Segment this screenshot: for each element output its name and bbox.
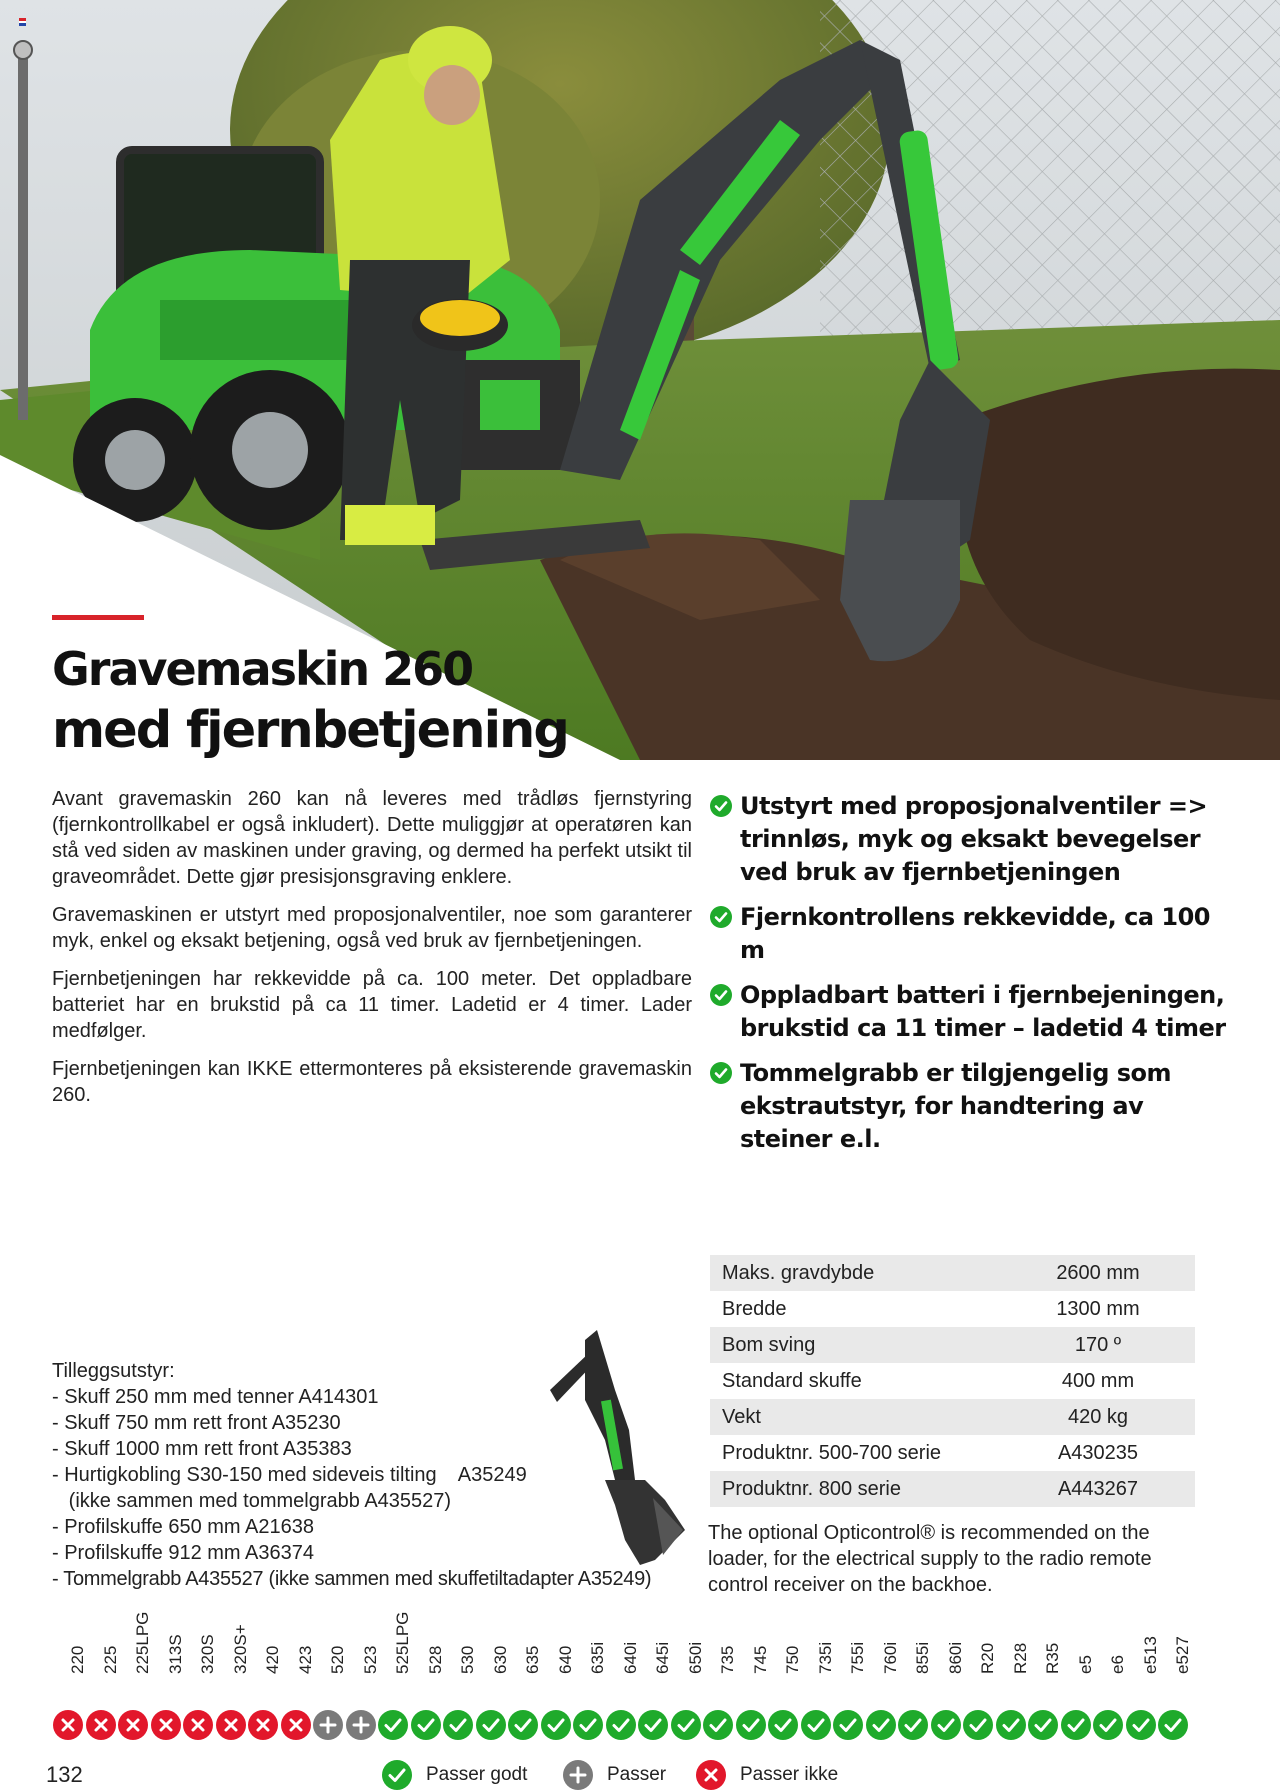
x-circle-icon xyxy=(151,1710,181,1740)
fit-mark-good xyxy=(768,1710,798,1745)
model-column xyxy=(312,1620,347,1730)
model-label: 760i xyxy=(880,1641,900,1674)
feature-text: Oppladbart batteri i fjernbejeningen, brukstid ca 11 timer – ladetid 4 timer xyxy=(740,981,1226,1042)
fit-mark-no xyxy=(216,1710,246,1745)
fit-mark-no xyxy=(248,1710,278,1745)
check-circle-icon xyxy=(671,1710,701,1740)
check-circle-icon xyxy=(573,1710,603,1740)
check-circle-icon xyxy=(411,1710,441,1740)
model-column xyxy=(540,1620,575,1730)
check-circle-icon xyxy=(1061,1710,1091,1740)
table-row xyxy=(710,1327,1195,1363)
accessory-item: - Profilskuffe 912 mm A36374 xyxy=(52,1542,314,1564)
check-circle-icon xyxy=(606,1710,636,1740)
model-label: 860i xyxy=(945,1641,965,1674)
x-circle-icon xyxy=(183,1710,213,1740)
model-column xyxy=(930,1620,965,1730)
check-circle-icon xyxy=(768,1710,798,1740)
fit-mark-no xyxy=(281,1710,311,1745)
fit-mark-good xyxy=(573,1710,603,1745)
title-line-2: med fjernbetjening xyxy=(52,701,568,760)
legend-good-label: Passer godt xyxy=(426,1764,528,1785)
fit-mark-good xyxy=(508,1710,538,1745)
title-line-1: Gravemaskin 260 xyxy=(52,642,473,696)
spec-label: Produktnr. 800 serie xyxy=(710,1471,1001,1507)
fit-mark-no xyxy=(151,1710,181,1745)
model-label: 225LPG xyxy=(133,1611,152,1674)
model-column xyxy=(507,1620,542,1730)
check-circle-icon xyxy=(710,795,732,817)
model-label: 735i xyxy=(815,1641,835,1674)
check-circle-icon xyxy=(382,1760,412,1790)
x-circle-icon xyxy=(248,1710,278,1740)
fit-mark-ok xyxy=(346,1710,376,1745)
accessory-item: - Tommelgrabb A435527 (ikke sammen med skuffetiltadapter A35249) xyxy=(52,1568,652,1590)
model-column xyxy=(1027,1620,1062,1730)
model-label: 650i xyxy=(685,1641,705,1674)
legend-no-label: Passer ikke xyxy=(740,1764,839,1785)
model-column xyxy=(832,1620,867,1730)
model-label: 640 xyxy=(555,1645,575,1674)
accessory-item: - Hurtigkobling S30-150 med sideveis tilting A35249 xyxy=(52,1464,527,1486)
fit-mark-good xyxy=(866,1710,896,1745)
page-title xyxy=(52,640,568,764)
opticontrol-note: The optional Opticontrol® is recommended on the loader, for the electrical supply to the radio remote control receiver on the backhoe. xyxy=(708,1522,1152,1596)
model-column xyxy=(670,1620,705,1730)
check-circle-icon xyxy=(378,1710,408,1740)
x-circle-icon xyxy=(53,1710,83,1740)
fit-mark-good xyxy=(1158,1710,1188,1745)
feature-list xyxy=(710,790,1230,1168)
feature-item xyxy=(710,1057,1230,1156)
table-row xyxy=(710,1255,1195,1291)
model-column xyxy=(215,1620,250,1730)
model-column xyxy=(1125,1620,1160,1730)
feature-item xyxy=(710,979,1230,1045)
fit-mark-good xyxy=(833,1710,863,1745)
plus-circle-icon xyxy=(313,1710,343,1740)
model-label: R35 xyxy=(1043,1642,1062,1674)
accessories-heading: Tilleggsutstyr: xyxy=(52,1360,175,1382)
model-column xyxy=(182,1620,217,1730)
feature-text: Tommelgrabb er tilgjengelig som ekstrautstyr, for handtering av steiner e.l. xyxy=(740,1059,1172,1153)
model-label: 320S xyxy=(198,1634,217,1674)
model-label: e527 xyxy=(1173,1636,1192,1674)
model-label: 525LPG xyxy=(393,1611,412,1674)
model-label: 755i xyxy=(848,1641,867,1674)
specifications-table xyxy=(710,1255,1195,1507)
model-label: 313S xyxy=(165,1634,185,1674)
table-row xyxy=(710,1291,1195,1327)
feature-item xyxy=(710,901,1230,967)
fit-mark-good xyxy=(606,1710,636,1745)
spec-label: Bom sving xyxy=(710,1327,1001,1363)
check-circle-icon xyxy=(1028,1710,1058,1740)
model-label: e513 xyxy=(1140,1636,1160,1674)
check-circle-icon xyxy=(1126,1710,1156,1740)
x-circle-icon xyxy=(281,1710,311,1740)
check-circle-icon xyxy=(736,1710,766,1740)
model-column xyxy=(117,1611,152,1730)
accessory-item: - Skuff 250 mm med tenner A414301 xyxy=(52,1386,379,1408)
model-label: 528 xyxy=(425,1645,445,1674)
x-circle-icon xyxy=(118,1710,148,1740)
intro-paragraph: Gravemaskinen er utstyrt med proposjonalventiler, noe som garanterer myk, enkel og eksakt betjening, også ved bruk av fjernbetjeningen. xyxy=(52,904,692,952)
fit-mark-good xyxy=(801,1710,831,1745)
model-column xyxy=(377,1611,412,1730)
model-label: 530 xyxy=(458,1645,477,1674)
fit-mark-good xyxy=(378,1710,408,1745)
legend-ok-label: Passer xyxy=(607,1764,667,1785)
model-column xyxy=(995,1620,1030,1730)
model-column xyxy=(475,1620,510,1730)
model-column xyxy=(85,1620,120,1730)
accessory-item: - Profilskuffe 650 mm A21638 xyxy=(52,1516,314,1538)
legend-no xyxy=(696,1760,838,1790)
fit-mark-good xyxy=(898,1710,928,1745)
model-column xyxy=(767,1620,802,1730)
check-circle-icon xyxy=(866,1710,896,1740)
model-label: 640i xyxy=(620,1641,640,1674)
spec-value: 1300 mm xyxy=(1056,1297,1140,1320)
fit-mark-no xyxy=(183,1710,213,1745)
legend-good xyxy=(382,1760,527,1790)
check-circle-icon xyxy=(476,1710,506,1740)
fit-mark-good xyxy=(996,1710,1026,1745)
x-circle-icon xyxy=(696,1760,726,1790)
plus-circle-icon xyxy=(346,1710,376,1740)
model-column xyxy=(962,1620,997,1730)
spec-value: 170 º xyxy=(1001,1327,1195,1363)
spec-value: 400 mm xyxy=(1061,1369,1135,1392)
spec-label: Bredde xyxy=(722,1297,787,1320)
model-column xyxy=(572,1620,607,1730)
spec-value: 420 kg xyxy=(1001,1399,1195,1435)
check-circle-icon xyxy=(703,1710,733,1740)
fit-mark-good xyxy=(541,1710,571,1745)
spec-value: A430235 xyxy=(1057,1441,1139,1464)
intro-paragraph: Fjernbetjeningen kan IKKE ettermonteres på eksisterende gravemaskin 260. xyxy=(52,1058,692,1106)
model-column xyxy=(897,1620,932,1730)
spec-label: Produktnr. 500-700 serie xyxy=(722,1441,942,1464)
model-column xyxy=(1092,1620,1127,1730)
model-label: 635i xyxy=(588,1641,607,1674)
model-column xyxy=(150,1620,185,1730)
model-label: 750 xyxy=(783,1645,802,1674)
model-label: 320S+ xyxy=(230,1624,250,1674)
check-circle-icon xyxy=(898,1710,928,1740)
legend-ok xyxy=(563,1760,666,1790)
accessory-item: - Skuff 750 mm rett front A35230 xyxy=(52,1412,341,1434)
fit-mark-good xyxy=(476,1710,506,1745)
table-row xyxy=(710,1471,1195,1507)
model-label: 520 xyxy=(328,1645,347,1674)
model-label: 220 xyxy=(68,1645,87,1674)
plus-circle-icon xyxy=(563,1760,593,1790)
spec-label: Vekt xyxy=(710,1399,1001,1435)
model-column xyxy=(410,1620,445,1730)
accessory-item: (ikke sammen med tommelgrabb A435527) xyxy=(52,1490,452,1512)
model-column xyxy=(247,1620,282,1730)
x-circle-icon xyxy=(216,1710,246,1740)
fit-mark-good xyxy=(671,1710,701,1745)
model-column xyxy=(702,1620,737,1730)
table-row xyxy=(710,1399,1195,1435)
check-circle-icon xyxy=(996,1710,1026,1740)
model-column xyxy=(735,1620,770,1730)
check-circle-icon xyxy=(508,1710,538,1740)
language-flag-icon xyxy=(19,18,26,26)
table-row xyxy=(710,1435,1195,1471)
model-label: R20 xyxy=(978,1642,997,1674)
model-column xyxy=(637,1620,672,1730)
model-label: 745 xyxy=(750,1645,770,1674)
model-label: 635 xyxy=(523,1645,542,1674)
model-column xyxy=(1060,1620,1095,1730)
model-label: 523 xyxy=(360,1645,380,1674)
x-circle-icon xyxy=(86,1710,116,1740)
accessories-list xyxy=(52,1358,712,1592)
intro-text xyxy=(52,786,692,1120)
fit-mark-no xyxy=(53,1710,83,1745)
model-column xyxy=(800,1620,835,1730)
fit-mark-good xyxy=(411,1710,441,1745)
model-label: 735 xyxy=(718,1645,737,1674)
check-circle-icon xyxy=(833,1710,863,1740)
model-column xyxy=(442,1620,477,1730)
spec-value: A443267 xyxy=(1001,1471,1195,1507)
model-label: e5 xyxy=(1075,1655,1095,1674)
fit-mark-good xyxy=(1061,1710,1091,1745)
fit-mark-no xyxy=(86,1710,116,1745)
spec-label: Maks. gravdybde xyxy=(710,1255,1001,1291)
model-column xyxy=(345,1620,380,1730)
fit-mark-no xyxy=(118,1710,148,1745)
check-circle-icon xyxy=(710,984,732,1006)
feature-item xyxy=(710,790,1230,889)
intro-paragraph: Fjernbetjeningen har rekkevidde på ca. 100 meter. Det oppladbare batteriet har en brukstid på ca 11 timer. Ladetid er 4 timer. Lader medfølger. xyxy=(52,968,692,1042)
model-column xyxy=(865,1620,900,1730)
accent-rule xyxy=(52,615,144,620)
fit-mark-good xyxy=(931,1710,961,1745)
check-circle-icon xyxy=(710,1062,732,1084)
page-number: 132 xyxy=(46,1762,83,1787)
model-label: R28 xyxy=(1010,1642,1030,1674)
model-label: 225 xyxy=(100,1645,120,1674)
check-circle-icon xyxy=(1158,1710,1188,1740)
fit-mark-ok xyxy=(313,1710,343,1745)
fit-mark-good xyxy=(703,1710,733,1745)
fit-mark-good xyxy=(1126,1710,1156,1745)
model-label: 645i xyxy=(653,1641,672,1674)
fit-mark-good xyxy=(638,1710,668,1745)
fit-mark-good xyxy=(1093,1710,1123,1745)
model-compatibility-strip xyxy=(0,1611,1280,1730)
check-circle-icon xyxy=(638,1710,668,1740)
spec-label: Standard skuffe xyxy=(722,1369,862,1392)
model-column xyxy=(1157,1620,1192,1730)
check-circle-icon xyxy=(443,1710,473,1740)
table-row xyxy=(710,1363,1195,1399)
check-circle-icon xyxy=(963,1710,993,1740)
feature-text: Fjernkontrollens rekkevidde, ca 100 m xyxy=(740,903,1210,964)
spec-value: 2600 mm xyxy=(1001,1255,1195,1291)
model-column xyxy=(52,1620,87,1730)
fit-mark-good xyxy=(736,1710,766,1745)
model-column xyxy=(605,1620,640,1730)
check-circle-icon xyxy=(710,906,732,928)
fit-mark-good xyxy=(1028,1710,1058,1745)
intro-paragraph: Avant gravemaskin 260 kan nå leveres med trådløs fjernstyring (fjernkontrollkabel er også inkludert). Dette muliggjør at operatøren kan stå ved siden av maskinen under graving, og dermed ha perfekt utsikt til graveområdet. Dette gjør presisjonsgraving enklere. xyxy=(52,788,692,888)
fit-mark-good xyxy=(443,1710,473,1745)
fit-mark-good xyxy=(963,1710,993,1745)
check-circle-icon xyxy=(541,1710,571,1740)
model-label: e6 xyxy=(1108,1655,1127,1674)
check-circle-icon xyxy=(1093,1710,1123,1740)
accessory-item: - Skuff 1000 mm rett front A35383 xyxy=(52,1438,352,1460)
model-column xyxy=(280,1620,315,1730)
model-label: 855i xyxy=(913,1641,932,1674)
model-label: 630 xyxy=(490,1645,510,1674)
model-label: 423 xyxy=(295,1645,315,1674)
check-circle-icon xyxy=(801,1710,831,1740)
model-label: 420 xyxy=(263,1645,282,1674)
check-circle-icon xyxy=(931,1710,961,1740)
feature-text: Utstyrt med proposjonalventiler => trinnløs, myk og eksakt bevegelser ved bruk av fjernbetjeningen xyxy=(740,792,1208,886)
